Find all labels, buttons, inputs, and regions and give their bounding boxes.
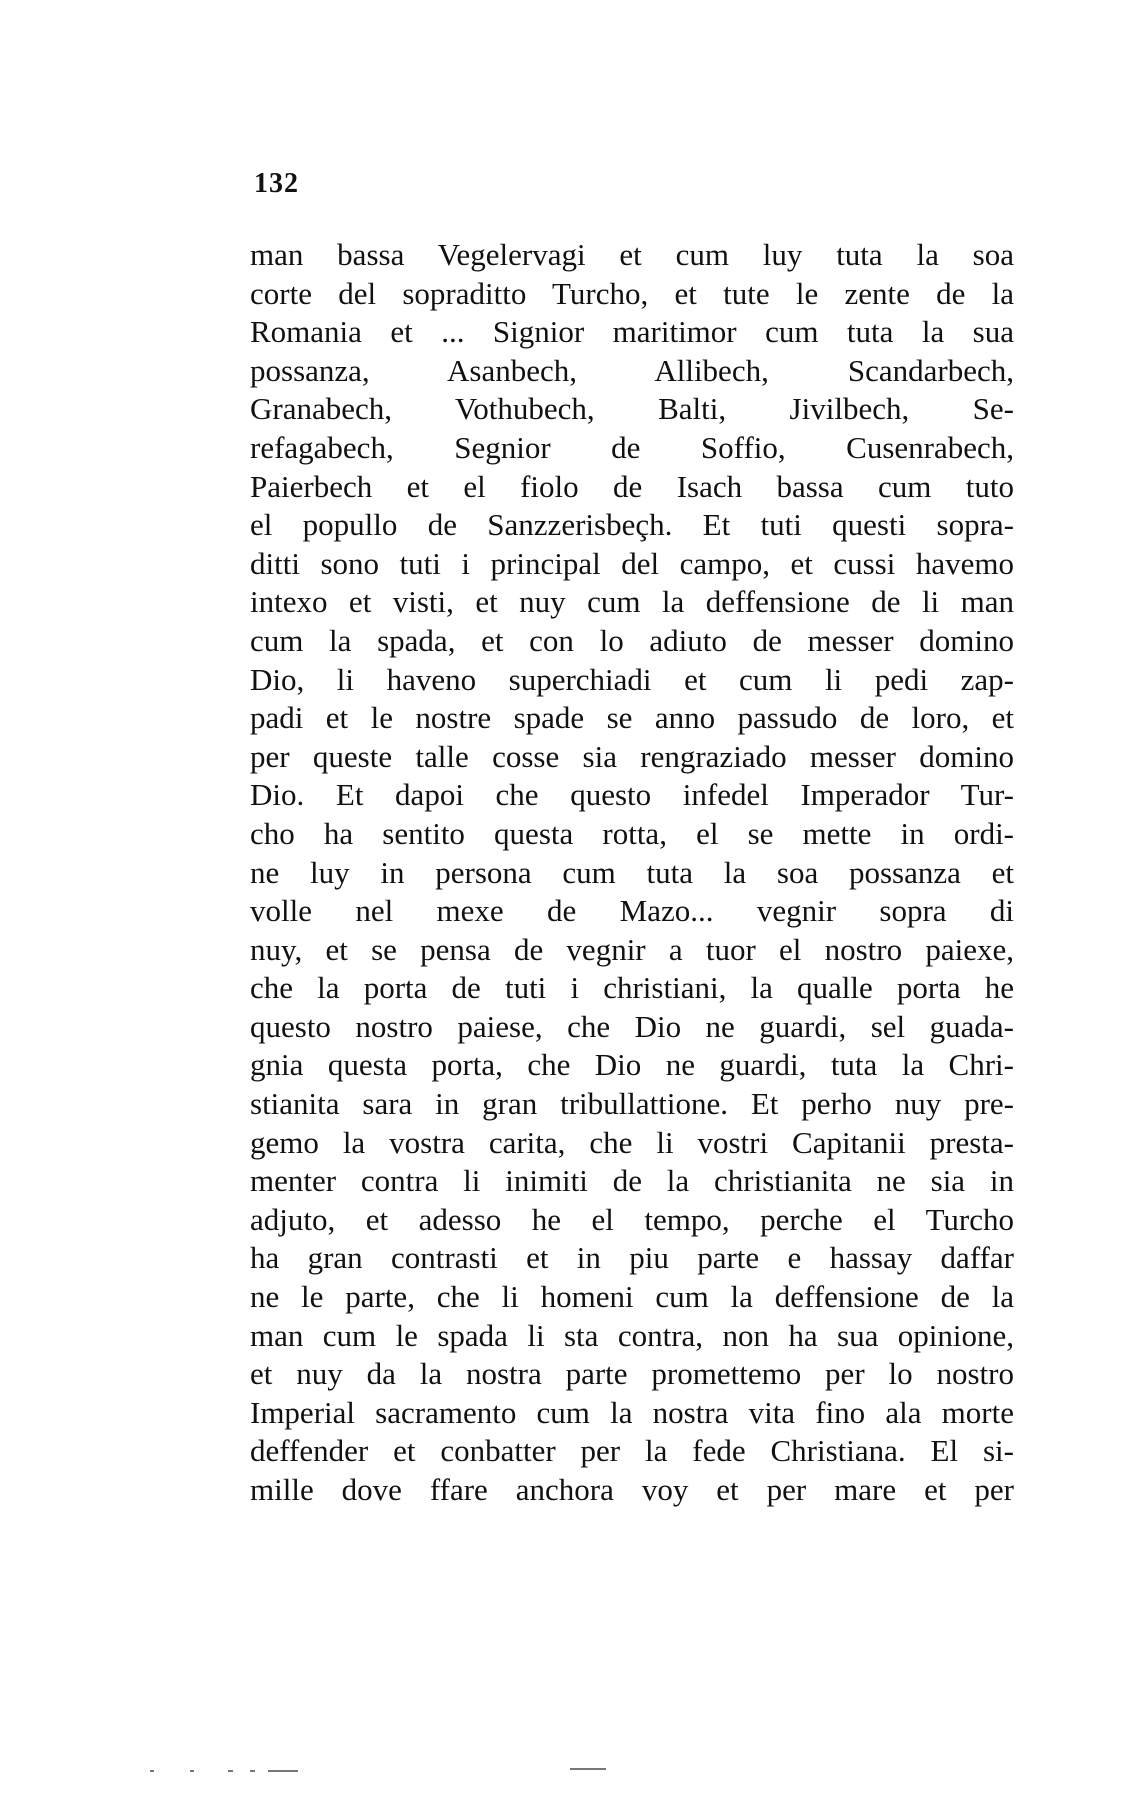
text-line: intexo et visti, et nuy cum la deffensione de li man xyxy=(250,584,1014,620)
text-line: cum la spada, et con lo adiuto de messer domino xyxy=(250,622,1014,658)
text-line: ne le parte, che li homeni cum la deffensione de la xyxy=(250,1279,1014,1315)
page-number: 132 xyxy=(254,168,299,199)
text-line: ne luy in persona cum tuta la soa possanza et xyxy=(250,854,1014,890)
text-line: possanza, Asanbech, Allibech, Scandarbech, xyxy=(250,352,1014,388)
text-line: stianita sara in gran tribullattione. Et perho nuy pre- xyxy=(250,1086,1014,1122)
text-body xyxy=(250,236,1014,1510)
scan-speck xyxy=(250,1770,255,1772)
text-line: Imperial sacramento cum la nostra vita fino ala morte xyxy=(250,1394,1014,1430)
scan-speck xyxy=(570,1768,606,1770)
text-line: adjuto, et adesso he el tempo, perche el Turcho xyxy=(250,1201,1014,1237)
text-line: Romania et ... Signior maritimor cum tuta la sua xyxy=(250,314,1014,350)
text-line: che la porta de tuti i christiani, la qualle porta he xyxy=(250,970,1014,1006)
text-line: man cum le spada li sta contra, non ha sua opinione, xyxy=(250,1317,1014,1353)
text-line: ditti sono tuti i principal del campo, et cussi havemo xyxy=(250,545,1014,581)
scan-speck xyxy=(228,1770,233,1772)
scan-speck xyxy=(190,1770,194,1772)
text-line: Dio, li haveno superchiadi et cum li pedi zap- xyxy=(250,661,1014,697)
text-line: ha gran contrasti et in piu parte e hassay daffar xyxy=(250,1240,1014,1276)
text-line: gemo la vostra carita, che li vostri Capitanii presta- xyxy=(250,1124,1014,1160)
text-line: padi et le nostre spade se anno passudo de loro, et xyxy=(250,700,1014,736)
text-line: deffender et conbatter per la fede Christiana. El si- xyxy=(250,1433,1014,1469)
text-line: volle nel mexe de Mazo... vegnir sopra di xyxy=(250,893,1014,929)
text-line: mille dove ffare anchora voy et per mare et per xyxy=(250,1472,1014,1507)
scan-specks xyxy=(150,1768,640,1774)
text-line: corte del sopraditto Turcho, et tute le zente de la xyxy=(250,275,1014,311)
text-line: Paierbech et el fiolo de Isach bassa cum tuto xyxy=(250,468,1014,504)
text-line: nuy, et se pensa de vegnir a tuor el nostro paiexe, xyxy=(250,931,1014,967)
text-line: menter contra li inimiti de la christianita ne sia in xyxy=(250,1163,1014,1199)
text-line: gnia questa porta, che Dio ne guardi, tuta la Chri- xyxy=(250,1047,1014,1083)
text-line: el popullo de Sanzzerisbeçh. Et tuti questi sopra- xyxy=(250,507,1014,543)
text-line: per queste talle cosse sia rengraziado messer domino xyxy=(250,738,1014,774)
scan-speck xyxy=(268,1770,298,1772)
text-line: cho ha sentito questa rotta, el se mette in ordi- xyxy=(250,815,1014,851)
text-line: refagabech, Segnior de Soffio, Cusenrabech, xyxy=(250,429,1014,465)
text-line: Dio. Et dapoi che questo infedel Imperador Tur- xyxy=(250,777,1014,813)
text-line: et nuy da la nostra parte promettemo per lo nostro xyxy=(250,1356,1014,1392)
text-line: Granabech, Vothubech, Balti, Jivilbech, Se- xyxy=(250,391,1014,427)
text-line: questo nostro paiese, che Dio ne guardi, sel guada- xyxy=(250,1008,1014,1044)
scan-speck xyxy=(150,1770,154,1772)
text-line: man bassa Vegelervagi et cum luy tuta la soa xyxy=(250,237,1014,272)
